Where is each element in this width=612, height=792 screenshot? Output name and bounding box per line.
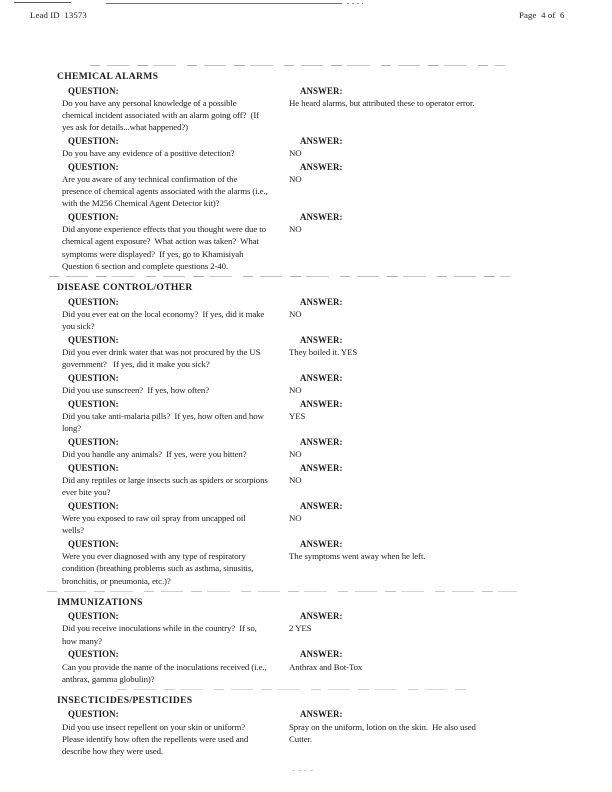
answer-label: ANSWER: bbox=[300, 296, 343, 307]
question-line: Were you exposed to raw oil spray from uncapped oil bbox=[62, 513, 246, 523]
answer-line: NO bbox=[289, 384, 302, 395]
question-line: Did you take anti-malaria pills? If yes, how often and how bbox=[62, 410, 264, 421]
question-label: QUESTION: bbox=[68, 212, 119, 223]
question-label: QUESTION: bbox=[68, 135, 119, 146]
qa-row bbox=[57, 462, 587, 499]
document-body bbox=[57, 61, 587, 757]
question-line: Did you ever drink water that was not procured by the US bbox=[62, 346, 261, 357]
question-line: long? bbox=[62, 423, 82, 434]
answer-label: ANSWER: bbox=[300, 500, 343, 511]
question-block bbox=[62, 708, 290, 757]
question-line: symptoms were displayed? If yes, go to Khamisiyah bbox=[62, 248, 244, 259]
answer-block bbox=[289, 372, 581, 396]
question-block bbox=[62, 211, 290, 272]
question-block bbox=[62, 610, 290, 647]
question-block bbox=[62, 372, 290, 396]
section-title: INSECTICIDES/PESTICIDES bbox=[57, 694, 193, 706]
answer-line: YES bbox=[289, 410, 306, 421]
question-line: Do you have any evidence of a positive detection? bbox=[62, 148, 235, 159]
question-line: yes ask for details...what happened?) bbox=[62, 122, 189, 133]
answer-block bbox=[289, 211, 581, 235]
question-line: Please identify how often the repellents were used and bbox=[62, 733, 249, 744]
answer-label: ANSWER: bbox=[300, 212, 343, 223]
section-title: IMMUNIZATIONS bbox=[57, 596, 143, 608]
answer-label: ANSWER: bbox=[300, 649, 343, 660]
question-label: QUESTION: bbox=[68, 398, 119, 409]
section-title: CHEMICAL ALARMS bbox=[57, 71, 159, 82]
answer-label: ANSWER: bbox=[300, 462, 343, 473]
answer-block bbox=[289, 436, 581, 460]
qa-row bbox=[57, 610, 587, 647]
question-line: Did you use sunscreen? If yes, how often? bbox=[62, 384, 210, 395]
answer-line: Anthrax and Bot-Tox bbox=[289, 661, 363, 672]
question-block bbox=[62, 436, 290, 460]
question-line: Did you handle any animals? If yes, were you bitten? bbox=[62, 448, 247, 459]
question-line: ever bite you? bbox=[62, 487, 111, 498]
answer-line: He heard alarms, but attributed these to operator error. bbox=[289, 97, 475, 108]
answer-line: 2 YES bbox=[289, 623, 312, 634]
answer-label: ANSWER: bbox=[300, 135, 343, 146]
qa-row bbox=[57, 161, 587, 210]
answer-label: ANSWER: bbox=[300, 85, 343, 96]
question-block bbox=[62, 135, 290, 159]
question-label: QUESTION: bbox=[68, 161, 119, 172]
question-line: Did you ever eat on the local economy? If yes, did it make bbox=[62, 308, 265, 319]
answer-line: NO bbox=[289, 474, 302, 485]
answer-block bbox=[289, 500, 581, 524]
answer-line: NO bbox=[289, 448, 302, 459]
question-label: QUESTION: bbox=[68, 500, 119, 511]
answer-line: Cutter. bbox=[289, 733, 313, 744]
question-block bbox=[62, 462, 290, 499]
qa-row bbox=[57, 85, 587, 134]
question-block bbox=[62, 334, 290, 371]
qa-row bbox=[57, 135, 587, 159]
question-line: Did any reptiles or large insects such as spiders or scorpions bbox=[62, 474, 268, 485]
question-line: wells? bbox=[62, 525, 84, 536]
answer-block bbox=[289, 334, 581, 358]
answer-line: NO bbox=[289, 308, 302, 319]
question-block bbox=[62, 296, 290, 333]
question-block bbox=[62, 538, 290, 587]
qa-row bbox=[57, 372, 587, 396]
answer-line: They boiled it. YES bbox=[289, 346, 358, 357]
answer-line: Spray on the uniform, lotion on the skin. He also used bbox=[289, 721, 476, 732]
qa-row bbox=[57, 211, 587, 272]
question-label: QUESTION: bbox=[68, 85, 119, 96]
answer-line: NO bbox=[289, 513, 302, 523]
question-line: chemical incident associated with an alarm going off? (If bbox=[62, 109, 260, 120]
qa-row bbox=[57, 436, 587, 460]
answer-block bbox=[289, 85, 581, 109]
top-rule-left bbox=[14, 2, 71, 3]
question-label: QUESTION: bbox=[68, 334, 119, 345]
question-line: Did you use insect repellent on your skin or uniform? bbox=[62, 721, 246, 732]
answer-block bbox=[289, 708, 581, 745]
question-line: bronchitis, or pneumonia, etc.)? bbox=[62, 575, 171, 586]
question-label: QUESTION: bbox=[68, 538, 119, 549]
question-label: QUESTION: bbox=[68, 709, 119, 720]
answer-label: ANSWER: bbox=[300, 161, 343, 172]
question-line: Did you receive inoculations while in the country? If so, bbox=[62, 623, 257, 634]
answer-block bbox=[289, 161, 581, 185]
question-block bbox=[62, 85, 290, 134]
question-line: chemical agent exposure? What action was taken? What bbox=[62, 236, 259, 247]
answer-label: ANSWER: bbox=[300, 372, 343, 383]
answer-block bbox=[289, 398, 581, 422]
answer-line: NO bbox=[289, 173, 302, 184]
top-rule-dots bbox=[347, 3, 363, 4]
qa-row bbox=[57, 648, 587, 685]
answer-line: The symptoms went away when he left. bbox=[289, 551, 426, 562]
question-block bbox=[62, 648, 290, 685]
qa-row bbox=[57, 708, 587, 757]
page-number: Page 4 of 6 bbox=[519, 10, 565, 20]
question-label: QUESTION: bbox=[68, 462, 119, 473]
question-label: QUESTION: bbox=[68, 372, 119, 383]
qa-row bbox=[57, 334, 587, 371]
scan-artifact-line bbox=[90, 65, 505, 66]
section-title: DISEASE CONTROL/OTHER bbox=[57, 282, 193, 294]
question-line: Do you have any personal knowledge of a possible bbox=[62, 97, 237, 108]
question-line: describe how they were used. bbox=[62, 746, 164, 757]
top-rule-main bbox=[106, 3, 342, 4]
question-label: QUESTION: bbox=[68, 296, 119, 307]
question-line: Are you aware of any technical confirmation of the bbox=[62, 173, 238, 184]
scan-artifact-line bbox=[47, 591, 517, 592]
question-line: Did anyone experience effects that you thought were due to bbox=[62, 224, 266, 235]
qa-row bbox=[57, 538, 587, 587]
answer-block bbox=[289, 135, 581, 159]
question-label: QUESTION: bbox=[68, 649, 119, 660]
answer-block bbox=[289, 462, 581, 486]
question-line: presence of chemical agents associated with the alarms (i.e., bbox=[62, 186, 268, 197]
question-block bbox=[62, 161, 290, 210]
lead-id: Lead ID 13573 bbox=[30, 10, 87, 20]
question-block bbox=[62, 500, 290, 537]
answer-block bbox=[289, 610, 581, 634]
question-line: condition (breathing problems such as asthma, sinusitis, bbox=[62, 563, 254, 574]
answer-label: ANSWER: bbox=[300, 538, 343, 549]
answer-line: NO bbox=[289, 148, 302, 159]
scan-artifact-line bbox=[49, 276, 511, 277]
answer-label: ANSWER: bbox=[300, 709, 343, 720]
question-line: anthrax, gamma globulin)? bbox=[62, 673, 155, 684]
answer-block bbox=[289, 648, 581, 672]
answer-label: ANSWER: bbox=[300, 436, 343, 447]
question-line: you sick? bbox=[62, 320, 95, 331]
qa-row bbox=[57, 296, 587, 333]
qa-row bbox=[57, 500, 587, 537]
answer-label: ANSWER: bbox=[300, 334, 343, 345]
qa-row bbox=[57, 398, 587, 435]
scan-artifact-bottom bbox=[292, 770, 316, 771]
answer-label: ANSWER: bbox=[300, 611, 343, 622]
question-label: QUESTION: bbox=[68, 611, 119, 622]
question-line: Can you provide the name of the inoculations received (i.e., bbox=[62, 661, 267, 672]
question-line: how many? bbox=[62, 635, 102, 646]
answer-block bbox=[289, 296, 581, 320]
question-label: QUESTION: bbox=[68, 436, 119, 447]
answer-label: ANSWER: bbox=[300, 398, 343, 409]
question-line: Question 6 section and complete questions 2-40. bbox=[62, 260, 229, 271]
scan-artifact-line bbox=[117, 689, 467, 690]
question-block bbox=[62, 398, 290, 435]
question-line: Were you ever diagnosed with any type of respiratory bbox=[62, 551, 246, 562]
answer-block bbox=[289, 538, 581, 562]
question-line: with the M256 Chemical Agent Detector kit)? bbox=[62, 198, 220, 209]
question-line: government? If yes, did it make you sick? bbox=[62, 359, 210, 370]
answer-line: NO bbox=[289, 224, 302, 235]
